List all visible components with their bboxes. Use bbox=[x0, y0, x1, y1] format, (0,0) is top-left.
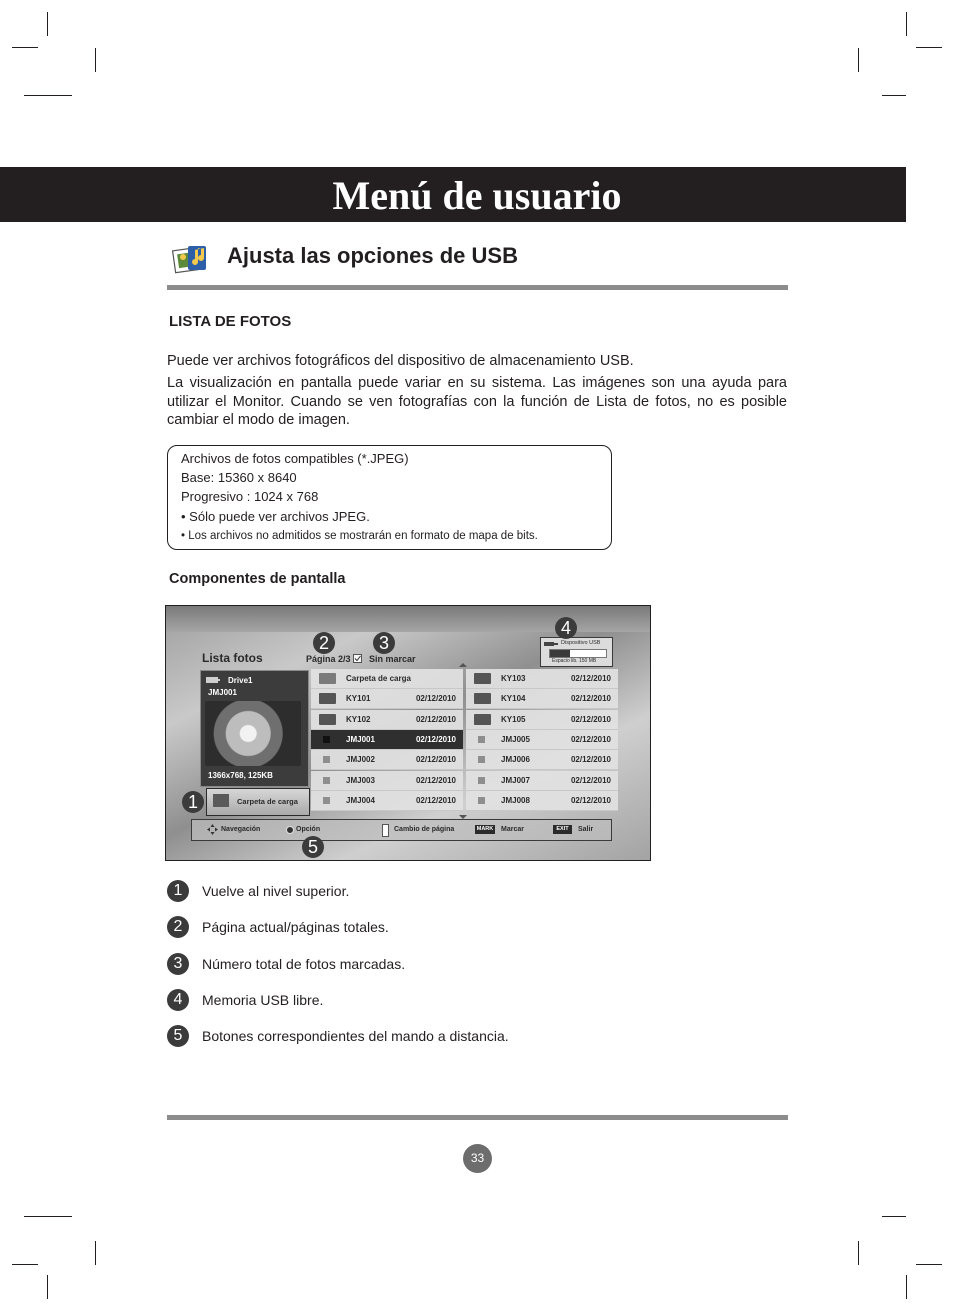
usb-media-icon bbox=[172, 240, 212, 278]
usb-icon bbox=[544, 641, 558, 647]
exit-label: Salir bbox=[578, 826, 594, 833]
crop-mark bbox=[882, 95, 906, 96]
crop-mark bbox=[12, 47, 38, 48]
item-name: KY103 bbox=[501, 674, 526, 683]
folder-item[interactable] bbox=[466, 710, 618, 730]
ok-icon bbox=[286, 826, 294, 834]
item-name: JMJ008 bbox=[501, 795, 530, 805]
usb-space-bar bbox=[549, 649, 607, 658]
item-name: JMJ006 bbox=[501, 755, 530, 765]
photo-thumbnail-icon bbox=[323, 797, 330, 804]
intro-paragraph-1: Puede ver archivos fotográficos del dispositivo de almacenamiento USB. bbox=[167, 353, 634, 369]
info-box bbox=[167, 445, 612, 550]
legend-text: Memoria USB libre. bbox=[202, 991, 324, 1008]
photo-thumbnail-icon bbox=[478, 756, 485, 763]
usb-device-label: Dispositivo USB bbox=[561, 640, 601, 646]
drive-name: Drive1 bbox=[228, 676, 253, 685]
info-line: Progresivo : 1024 x 768 bbox=[181, 489, 319, 504]
remote-button-bar bbox=[191, 819, 612, 841]
section-title: Ajusta las opciones de USB bbox=[227, 243, 518, 268]
photo-preview bbox=[200, 670, 309, 787]
mark-key: MARK bbox=[476, 826, 494, 832]
folder-item[interactable] bbox=[466, 689, 618, 709]
item-name: KY104 bbox=[501, 694, 526, 704]
legend-badge: 3 bbox=[167, 953, 189, 975]
callout-badge: 2 bbox=[313, 632, 335, 654]
nav-label: Navegación bbox=[221, 826, 261, 833]
divider bbox=[167, 285, 788, 290]
item-date: 02/12/2010 bbox=[570, 734, 611, 744]
photo-thumbnail-icon bbox=[323, 777, 330, 784]
preview-file-name: JMJ001 bbox=[208, 688, 237, 697]
upper-folder-icon bbox=[213, 794, 229, 807]
photo-thumbnail-icon bbox=[478, 797, 485, 804]
file-grid bbox=[311, 669, 618, 814]
page-key-icon bbox=[382, 824, 389, 837]
item-date: 02/12/2010 bbox=[415, 734, 456, 744]
callout-badge: 3 bbox=[373, 632, 395, 654]
photo-item[interactable] bbox=[466, 791, 618, 811]
folder-item[interactable] bbox=[311, 689, 463, 709]
info-line: • Sólo puede ver archivos JPEG. bbox=[181, 509, 370, 524]
item-name: JMJ001 bbox=[346, 734, 375, 744]
crop-mark bbox=[12, 1264, 38, 1265]
upper-folder-button[interactable] bbox=[206, 788, 310, 816]
screen-screenshot bbox=[165, 605, 651, 861]
callout-badge: 4 bbox=[555, 617, 577, 639]
item-name: JMJ004 bbox=[346, 795, 375, 805]
usb-space-fill bbox=[550, 650, 570, 657]
legend-text: Número total de fotos marcadas. bbox=[202, 955, 406, 972]
crop-mark bbox=[24, 95, 72, 96]
photo-thumbnail-icon bbox=[323, 756, 330, 763]
crop-mark bbox=[24, 1216, 72, 1217]
page-title: Menú de usuario bbox=[332, 173, 622, 218]
item-name: JMJ007 bbox=[501, 775, 530, 785]
item-name: JMJ002 bbox=[346, 755, 375, 765]
photo-item[interactable] bbox=[311, 791, 463, 811]
item-date: 02/12/2010 bbox=[570, 694, 611, 704]
legend-badge: 5 bbox=[167, 1025, 189, 1047]
drive-icon bbox=[206, 676, 220, 684]
crop-mark bbox=[858, 1241, 859, 1265]
exit-key: EXIT bbox=[553, 825, 572, 834]
legend-badge: 1 bbox=[167, 880, 189, 902]
photo-thumbnail-icon bbox=[478, 777, 485, 784]
upper-folder-label: Carpeta de carga bbox=[237, 797, 298, 806]
folder-icon bbox=[474, 714, 491, 725]
info-line: Base: 15360 x 8640 bbox=[181, 470, 297, 485]
intro-paragraph-2: La visualización en pantalla puede variar en su sistema. Las imágenes son una ayuda para utilizar el Monitor. Cuando se ven fotografías con la función de Lista de fotos, no es posible cambiar el modo de imagen. bbox=[167, 375, 787, 428]
screen-topbar bbox=[166, 606, 650, 632]
item-name: KY102 bbox=[346, 714, 371, 724]
item-name: JMJ003 bbox=[346, 775, 375, 785]
mark-label: Marcar bbox=[501, 826, 524, 833]
crop-mark bbox=[95, 1241, 96, 1265]
photo-thumbnail-icon bbox=[323, 736, 330, 743]
item-date: 02/12/2010 bbox=[415, 755, 456, 765]
callout-badge: 1 bbox=[182, 791, 204, 813]
photo-item[interactable] bbox=[311, 750, 463, 770]
item-name: KY101 bbox=[346, 694, 371, 704]
folder-icon bbox=[319, 714, 336, 725]
preview-info: 1366x768, 125KB bbox=[208, 771, 273, 780]
item-name: Carpeta de carga bbox=[346, 674, 411, 683]
divider bbox=[167, 1115, 788, 1120]
crop-mark bbox=[906, 1275, 907, 1299]
checkbox-icon bbox=[353, 654, 362, 663]
folder-icon bbox=[319, 693, 336, 704]
preview-image bbox=[205, 701, 301, 766]
list-heading: LISTA DE FOTOS bbox=[169, 313, 292, 330]
page-indicator: Página 2/3 bbox=[306, 654, 351, 664]
folder-icon bbox=[474, 693, 491, 704]
photo-thumbnail-icon bbox=[478, 736, 485, 743]
upper-folder-item[interactable] bbox=[311, 669, 463, 689]
legend-badge: 4 bbox=[167, 989, 189, 1011]
option-label: Opción bbox=[296, 826, 321, 833]
folder-icon bbox=[319, 673, 336, 684]
page-change-label: Cambio de página bbox=[394, 826, 455, 833]
photo-item[interactable] bbox=[466, 771, 618, 791]
item-name: JMJ005 bbox=[501, 734, 530, 744]
item-date: 02/12/2010 bbox=[570, 674, 611, 683]
item-date: 02/12/2010 bbox=[415, 714, 456, 724]
navigation-icon bbox=[207, 824, 218, 835]
legend-text: Vuelve al nivel superior. bbox=[202, 883, 350, 899]
crop-mark bbox=[95, 48, 96, 72]
callout-badge: 5 bbox=[302, 836, 324, 858]
usb-free-space: Espacio lib. 150 MB bbox=[552, 658, 597, 664]
info-line: Archivos de fotos compatibles (*.JPEG) bbox=[181, 451, 409, 466]
crop-mark bbox=[916, 1264, 942, 1265]
page-number: 33 bbox=[463, 1144, 492, 1173]
crop-mark bbox=[906, 12, 907, 36]
folder-item[interactable] bbox=[466, 669, 618, 689]
photo-item[interactable] bbox=[466, 750, 618, 770]
info-line: • Los archivos no admitidos se mostrarán en formato de mapa de bits. bbox=[181, 530, 538, 542]
item-date: 02/12/2010 bbox=[570, 795, 611, 805]
item-date: 02/12/2010 bbox=[415, 795, 456, 805]
scroll-up-icon[interactable] bbox=[459, 663, 467, 667]
crop-mark bbox=[858, 48, 859, 72]
crop-mark bbox=[882, 1216, 906, 1217]
crop-mark bbox=[916, 47, 942, 48]
legend-badge: 2 bbox=[167, 916, 189, 938]
legend-text: Página actual/páginas totales. bbox=[202, 919, 389, 936]
usb-status bbox=[540, 637, 613, 667]
item-date: 02/12/2010 bbox=[570, 755, 611, 765]
screen-title: Lista fotos bbox=[202, 651, 263, 665]
photo-item[interactable] bbox=[311, 730, 463, 750]
folder-icon bbox=[474, 673, 491, 684]
crop-mark bbox=[47, 12, 48, 36]
components-heading: Componentes de pantalla bbox=[169, 571, 346, 587]
item-date: 02/12/2010 bbox=[570, 714, 611, 724]
item-date: 02/12/2010 bbox=[570, 775, 611, 785]
item-date: 02/12/2010 bbox=[415, 694, 456, 704]
crop-mark bbox=[47, 1275, 48, 1299]
item-name: KY105 bbox=[501, 714, 526, 724]
folder-item[interactable] bbox=[311, 710, 463, 730]
marked-count: Sin marcar bbox=[369, 654, 416, 664]
photo-item[interactable] bbox=[311, 771, 463, 791]
legend-text: Botones correspondientes del mando a distancia. bbox=[202, 1028, 509, 1045]
photo-item[interactable] bbox=[466, 730, 618, 750]
item-date: 02/12/2010 bbox=[415, 775, 456, 785]
